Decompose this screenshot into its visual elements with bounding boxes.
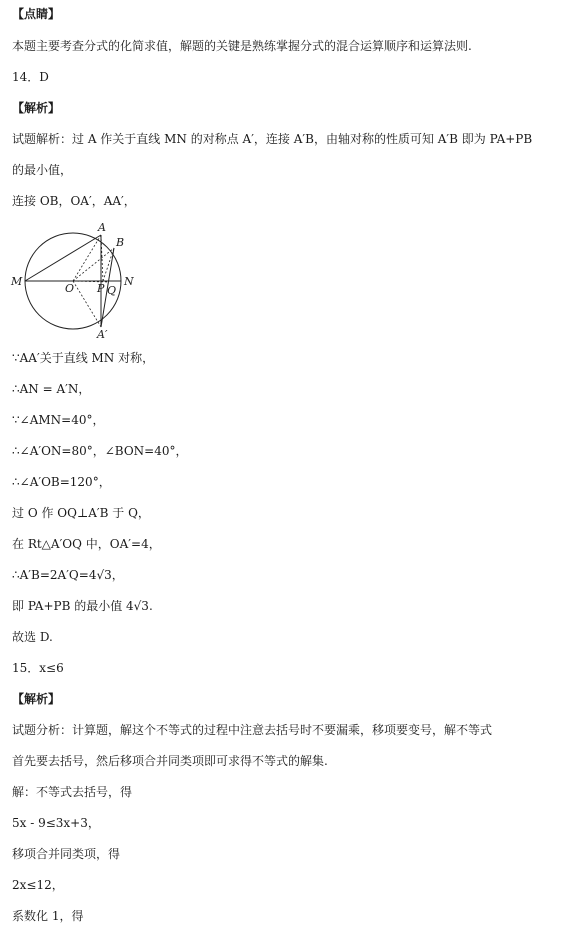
chord-ma [25, 235, 101, 281]
text-line: ∴A′B=2A′Q=4√3， [12, 568, 124, 582]
text-line: ∴∠A′ON=80°，∠BON=40°， [12, 444, 188, 458]
text-line: 15．x≤6 [12, 661, 64, 675]
label-p: P [97, 282, 105, 295]
label-n: N [124, 275, 134, 288]
text-line: 本题主要考查分式的化简求值，解题的关键是熟练掌握分式的混合运算顺序和运算法则. [12, 39, 472, 53]
geometry-figure [10, 222, 145, 340]
text-line: 在 Rt△A′OQ 中，OA′=4， [12, 537, 161, 551]
text-line: ∵AA′关于直线 MN 对称， [12, 351, 155, 365]
segment-ob [73, 248, 114, 281]
text-line: 过 O 作 OQ⊥A′B 于 Q， [12, 506, 150, 520]
text-line: 14．D [12, 70, 49, 84]
text-line: 试题解析：过 A 作关于直线 MN 的对称点 A′，连接 A′B，由轴对称的性质可知 A′B 即为 PA+PB [12, 132, 533, 146]
text-line: 5x - 9≤3x+3， [12, 816, 100, 830]
text-line: ∴∠A′OB=120°， [12, 475, 111, 489]
text-line: 即 PA+PB 的最小值 4√3. [12, 599, 153, 613]
text-line: ∵∠AMN=40°， [12, 413, 105, 427]
section-heading: 【解析】 [12, 692, 61, 706]
text-line: 首先要去括号，然后移项合并同类项即可求得不等式的解集. [12, 754, 328, 768]
label-o: O [65, 282, 75, 295]
segment-oa [73, 235, 101, 281]
label-a: A [98, 222, 106, 234]
label-b: B [116, 236, 125, 249]
label-a-prime: A′ [97, 328, 108, 340]
text-line: 的最小值， [12, 163, 73, 177]
text-line: 2x≤12， [12, 878, 64, 892]
text-line: 连接 OB，OA′，AA′， [12, 194, 136, 208]
section-heading: 【点睛】 [12, 7, 61, 21]
text-line: 解：不等式去括号，得 [12, 785, 133, 799]
text-line: 故选 D. [12, 630, 53, 644]
label-m: M [11, 275, 23, 288]
text-line: 试题分析：计算题，解这个不等式的过程中注意去括号时不要漏乘，移项要变号，解不等式 [12, 723, 493, 737]
text-line: ∴AN = A′N， [12, 382, 91, 396]
text-line: 移项合并同类项，得 [12, 847, 121, 861]
label-q: Q [107, 284, 117, 297]
text-line: 系数化 1，得 [12, 909, 84, 923]
segment-pb [103, 248, 114, 281]
section-heading: 【解析】 [12, 101, 61, 115]
